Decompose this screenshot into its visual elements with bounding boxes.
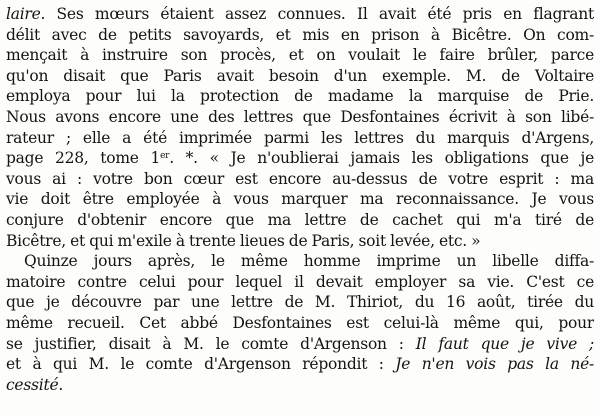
italic-fragment: Il faut que je vive ; <box>415 334 594 353</box>
text-line: mençait à instruire son procès, et on voulait le faire brûler, parce <box>6 46 594 65</box>
text-line <box>6 334 594 355</box>
text-line: qu'on disait que Paris avait besoin d'un exemple. M. de Voltaire <box>6 66 594 85</box>
superscript: er <box>160 151 170 162</box>
body-text <box>6 4 594 395</box>
text-line <box>6 148 594 169</box>
line-fragment: Ses mœurs étaient assez connues. Il avait été pris en flagrant <box>45 5 594 23</box>
text-line: Bicêtre, et qui m'exile à trente lieues de Paris, soit levée, etc. » <box>6 231 481 250</box>
paragraph-first-line: Quinze jours après, le même homme imprime un libelle diffa- <box>24 252 594 271</box>
text-line <box>6 4 594 25</box>
line-fragment: et à qui M. le comte d'Argenson répondit : <box>6 355 396 374</box>
text-line: délit avec de petits savoyards, et mis en prison à Bicêtre. On com- <box>6 25 594 44</box>
italic-fragment: Je n'en vois pas la né- <box>395 355 594 374</box>
text-line: conjure d'obtenir encore que ma lettre de cachet qui m'a tiré de <box>6 210 594 229</box>
text-line: employa pour lui la protection de madame la marquise de Prie. <box>6 87 594 106</box>
line-fragment: . *. « Je n'oublierai jamais les obligations que je <box>169 149 594 168</box>
text-line: vie doit être employée à vous marquer ma reconnaissance. Je vous <box>6 190 594 209</box>
text-line: vous ai : votre bon cœur est encore au-dessus de votre esprit : ma <box>6 169 594 188</box>
text-line: matoire contre celui pour lequel il devait employer sa vie. C'est ce <box>6 272 594 291</box>
text-line: rateur ; elle a été imprimée parmi les lettres du marquis d'Argens, <box>6 128 594 147</box>
line-fragment: se justifier, disait à M. le comte d'Argenson : <box>6 334 416 353</box>
text-line: Nous avons encore une des lettres que Desfontaines écrivit à son libé- <box>6 107 594 126</box>
text-line: que je découvre par une lettre de M. Thiriot, du 16 août, tirée du <box>6 293 594 312</box>
text-line: cessité. <box>6 375 64 394</box>
text-line <box>6 354 594 375</box>
italic-fragment: laire. <box>6 5 46 23</box>
text-line: même recueil. Cet abbé Desfontaines est celui-là même qui, pour <box>6 313 594 332</box>
line-fragment: page 228, tome 1 <box>6 149 161 168</box>
